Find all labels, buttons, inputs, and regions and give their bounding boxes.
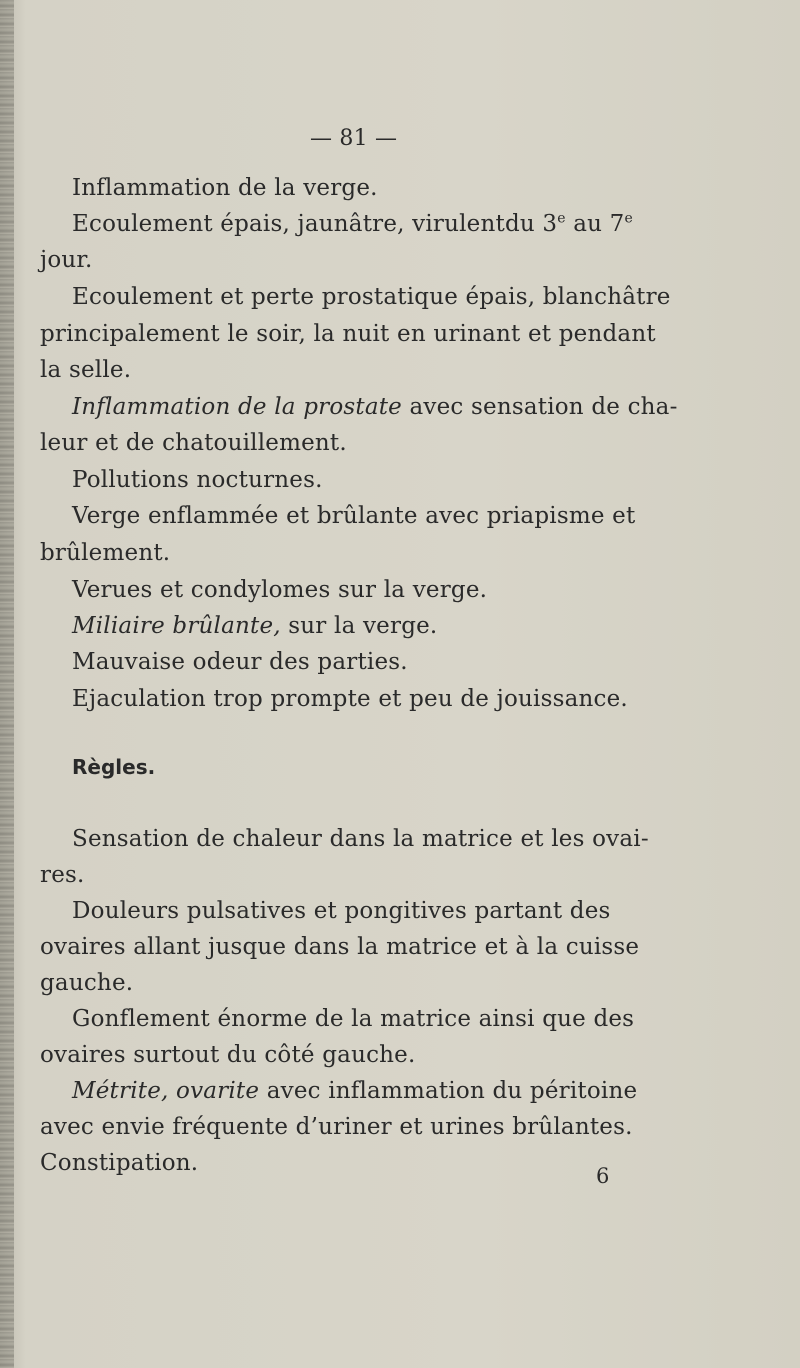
text-line bbox=[40, 933, 639, 961]
text-line bbox=[40, 429, 347, 457]
line-text: Ecoulement et perte prostatique épais, blanchâtre bbox=[72, 284, 671, 310]
line-text: Inflammation de la verge. bbox=[72, 175, 378, 201]
text-line bbox=[72, 612, 437, 640]
line-text: Ecoulement épais, jaunâtre, virulentdu 3 bbox=[72, 211, 558, 237]
text-line bbox=[40, 969, 133, 997]
line-text: avec envie fréquente d’uriner et urines brûlantes. bbox=[40, 1114, 633, 1140]
text-line bbox=[40, 246, 93, 274]
italic-term: Inflammation de la prostate bbox=[72, 394, 402, 420]
text-line bbox=[72, 685, 628, 713]
page-number: — 81 — bbox=[310, 126, 398, 151]
text-line bbox=[40, 861, 85, 889]
line-text: sur la verge. bbox=[280, 613, 438, 639]
line-text: avec inflammation du péritoine bbox=[259, 1078, 638, 1104]
line-text: brûlement. bbox=[40, 540, 171, 566]
line-text: Ejaculation trop prompte et peu de jouissance. bbox=[72, 686, 628, 712]
line-text: ovaires surtout du côté gauche. bbox=[40, 1042, 416, 1068]
footer-number: 6 bbox=[596, 1164, 610, 1188]
line-text: la selle. bbox=[40, 357, 132, 383]
text-line bbox=[40, 356, 131, 384]
text-line bbox=[40, 320, 656, 348]
text-line bbox=[40, 1113, 633, 1141]
text-line bbox=[40, 1149, 198, 1177]
line-text: jour. bbox=[40, 247, 93, 273]
line-text: Pollutions nocturnes. bbox=[72, 467, 323, 493]
text-line bbox=[72, 502, 635, 530]
line-text: Gonflement énorme de la matrice ainsi que des bbox=[72, 1006, 635, 1032]
line-text: Douleurs pulsatives et pongitives partant des bbox=[72, 898, 611, 924]
line-text: Mauvaise odeur des parties. bbox=[72, 649, 408, 675]
italic-term: Miliaire brûlante, bbox=[72, 613, 281, 639]
text-line bbox=[72, 648, 408, 676]
text-line bbox=[72, 283, 671, 311]
italic-term: Métrite, ovarite bbox=[72, 1078, 260, 1104]
page-spine-edge bbox=[0, 0, 14, 1368]
line-text: Verge enflammée et brûlante avec priapisme et bbox=[72, 503, 636, 529]
line-text: Verues et condylomes sur la verge. bbox=[72, 577, 488, 603]
text-line bbox=[72, 825, 649, 853]
text-line bbox=[72, 1077, 637, 1105]
line-text: leur et de chatouillement. bbox=[40, 430, 347, 456]
text-line bbox=[72, 174, 378, 202]
line-text: principalement le soir, la nuit en urinant et pendant bbox=[40, 321, 656, 347]
text-line bbox=[40, 539, 170, 567]
line-text: au 7 bbox=[565, 211, 625, 237]
text-line bbox=[72, 393, 678, 421]
text-line bbox=[72, 466, 323, 494]
line-text: ovaires allant jusque dans la matrice et à la cuisse bbox=[40, 934, 640, 960]
line-text: avec sensation de cha- bbox=[401, 394, 678, 420]
line-text: Sensation de chaleur dans la matrice et les ovai- bbox=[72, 826, 649, 852]
text-line bbox=[72, 576, 487, 604]
text-line bbox=[72, 897, 611, 925]
section-heading: Règles. bbox=[72, 755, 156, 779]
text-line bbox=[40, 1041, 416, 1069]
line-text: res. bbox=[40, 862, 85, 888]
superscript: e bbox=[557, 210, 566, 227]
text-line bbox=[72, 210, 633, 238]
text-line bbox=[72, 1005, 634, 1033]
superscript: e bbox=[624, 210, 634, 227]
line-text: Constipation. bbox=[40, 1150, 199, 1176]
line-text: gauche. bbox=[40, 970, 134, 996]
